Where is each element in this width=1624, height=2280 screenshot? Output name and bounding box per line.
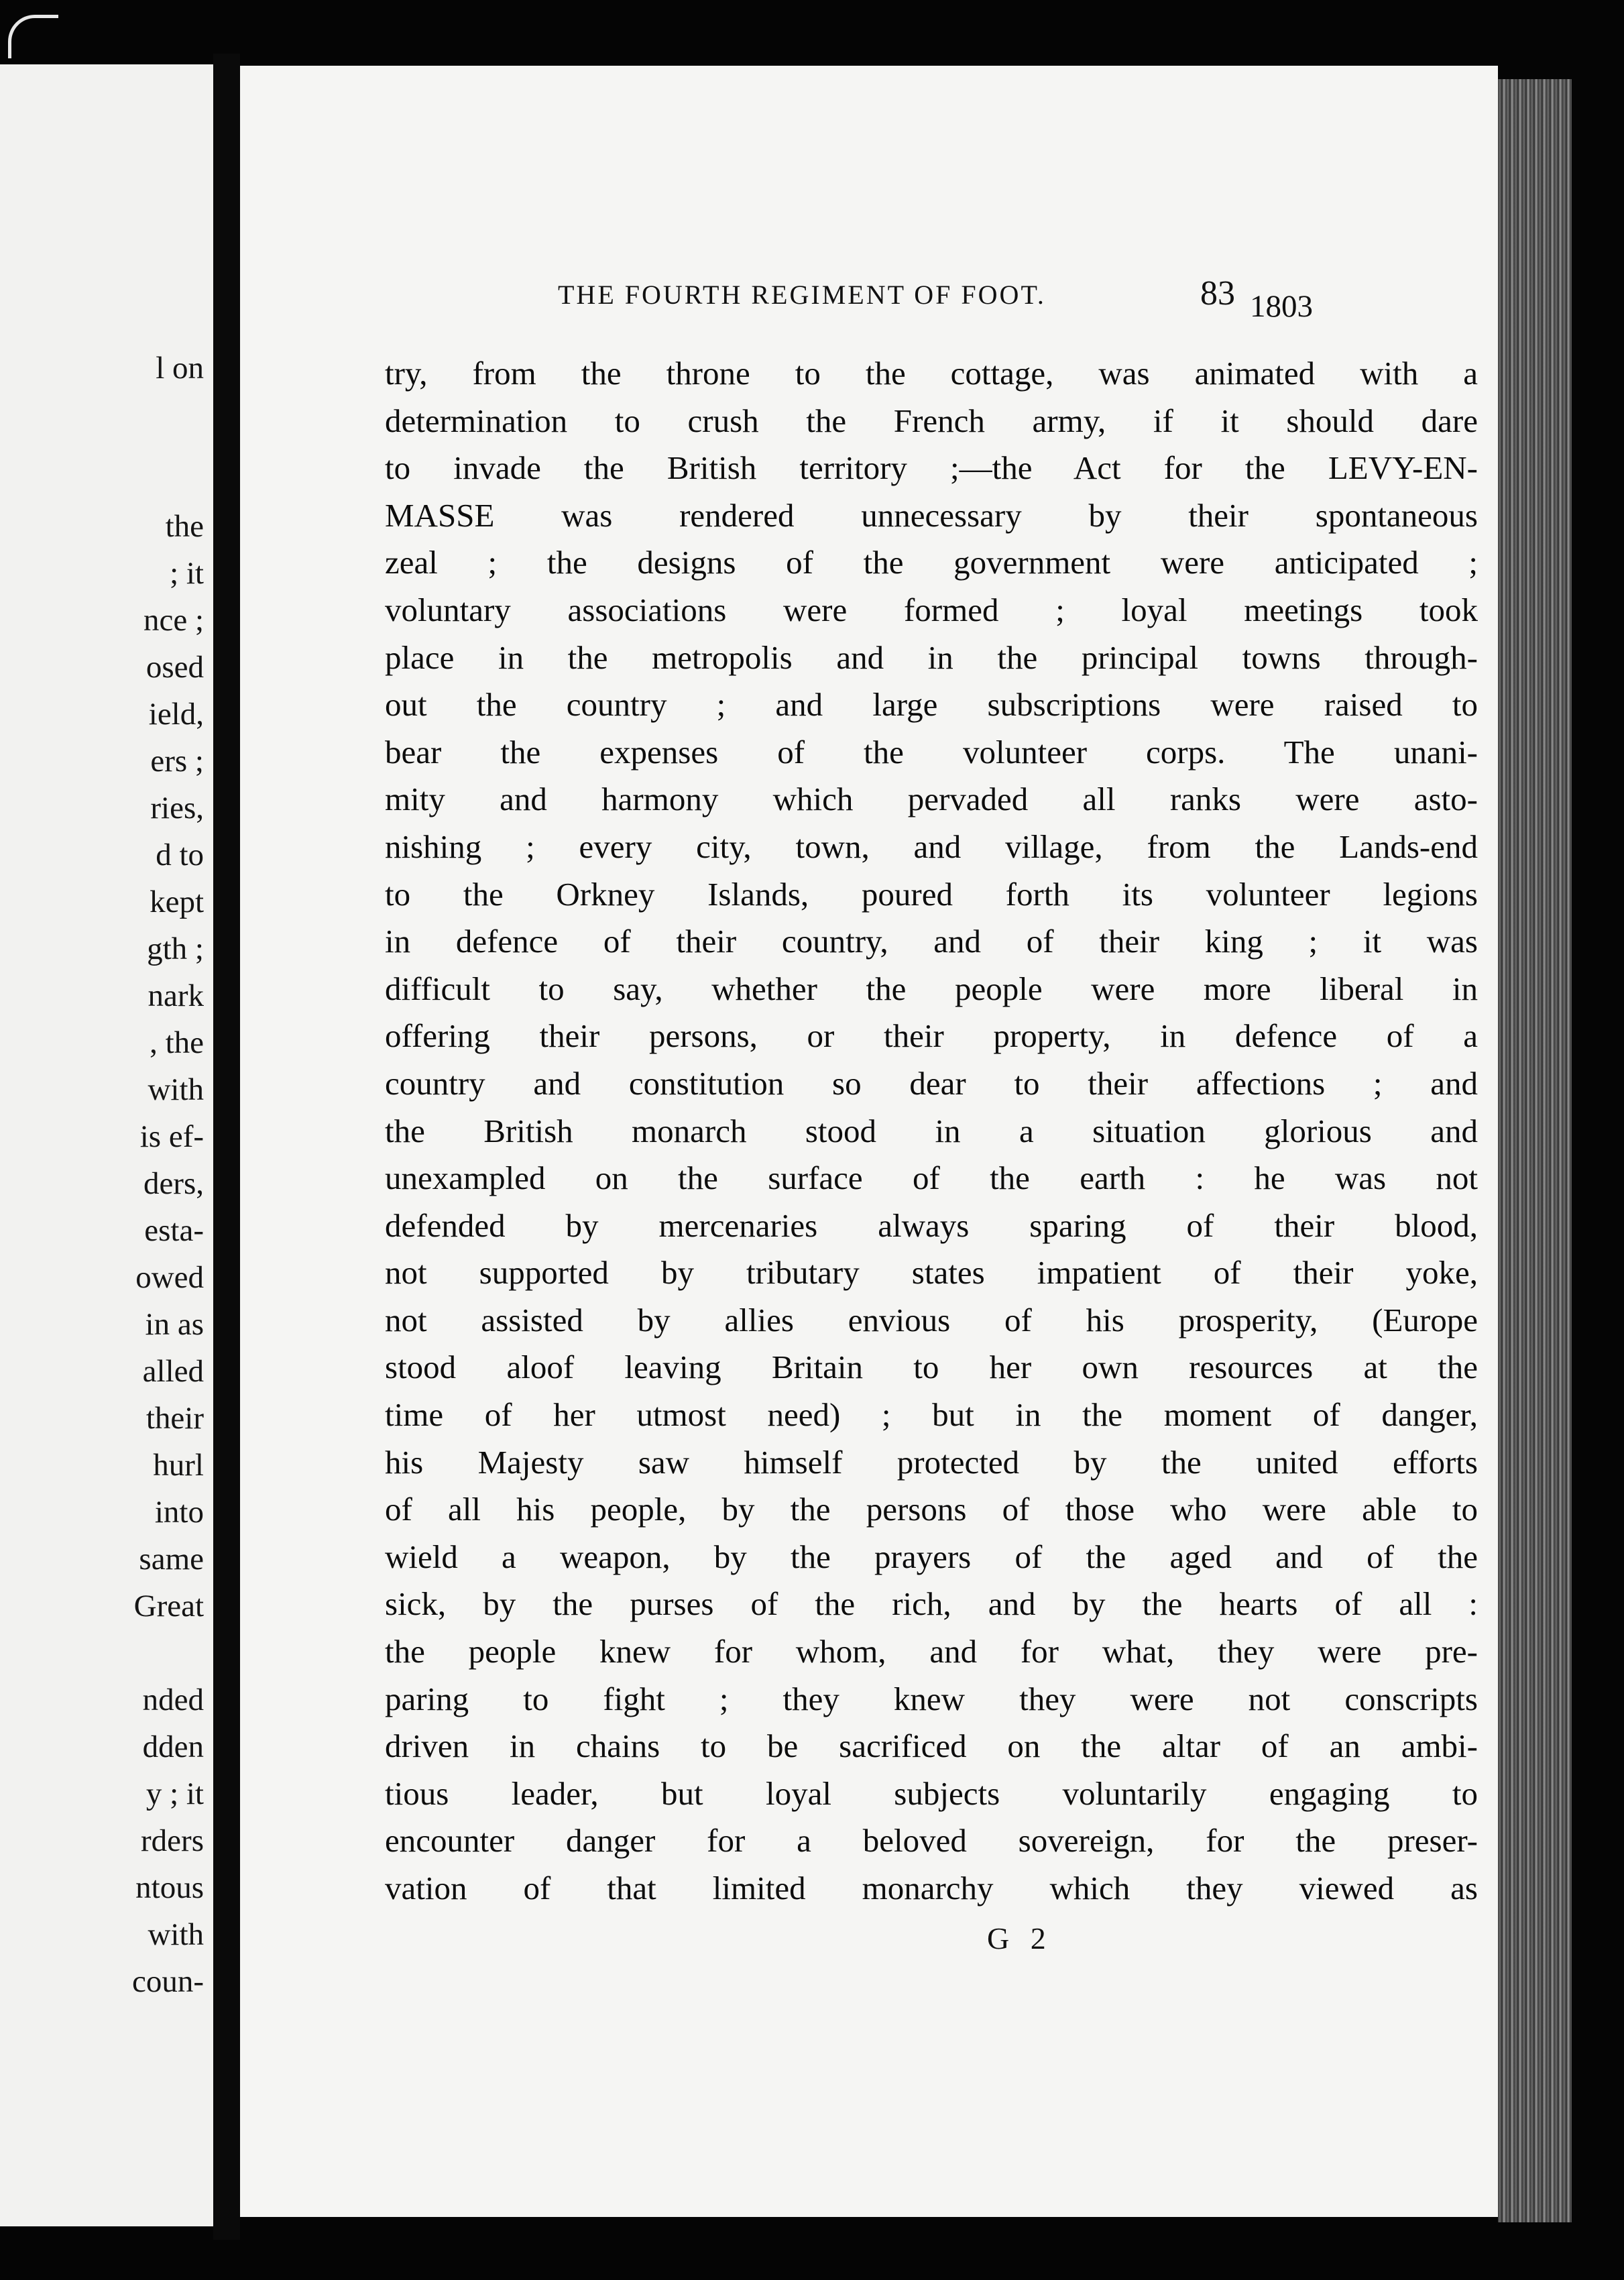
left-page-line: rders: [141, 1823, 204, 1858]
left-page-line: y ; it: [146, 1776, 204, 1811]
text-line: place in the metropolis and in the principal towns through-: [385, 638, 1478, 676]
text-line: zeal ; the designs of the government were anticipated ;: [385, 544, 1478, 581]
book-gutter: [213, 54, 240, 2240]
signature-mark: G 2: [987, 1921, 1053, 1955]
page-number: 83: [1200, 274, 1235, 312]
left-page-line: in as: [145, 1307, 204, 1342]
text-line: defended by mercenaries always sparing of their blood,: [385, 1206, 1478, 1244]
text-line: stood aloof leaving Britain to her own resources at the: [385, 1349, 1478, 1386]
text-line: paring to fight ; they knew they were not conscripts: [385, 1680, 1478, 1717]
left-page-line: into: [154, 1495, 204, 1530]
text-line: bear the expenses of the volunteer corps. The unani-: [385, 733, 1478, 771]
text-line: the people knew for whom, and for what, they were pre-: [385, 1633, 1478, 1670]
text-line: tious leader, but loyal subjects voluntarily engaging to: [385, 1774, 1478, 1812]
margin-year: 1803: [1250, 289, 1313, 324]
text-line: voluntary associations were formed ; loyal meetings took: [385, 591, 1478, 628]
right-page: [240, 66, 1498, 2217]
left-page-line: osed: [146, 650, 204, 685]
text-line: MASSE was rendered unnecessary by their spontaneous: [385, 496, 1478, 534]
left-page-line: ders,: [143, 1166, 204, 1201]
text-line: not assisted by allies envious of his prosperity, (Europe: [385, 1301, 1478, 1338]
left-page-line: their: [146, 1401, 204, 1436]
left-page-line: alled: [142, 1354, 204, 1389]
text-line: to the Orkney Islands, poured forth its volunteer legions: [385, 875, 1478, 913]
left-page-line: Great: [133, 1589, 204, 1623]
text-line: driven in chains to be sacrificed on the altar of an ambi-: [385, 1727, 1478, 1765]
text-line: encounter danger for a beloved sovereign, for the preser-: [385, 1822, 1478, 1860]
left-page-line: ntous: [135, 1870, 204, 1905]
left-page-line: is ef-: [139, 1119, 204, 1154]
text-line: in defence of their country, and of their king ; it was: [385, 923, 1478, 960]
left-page-line: nark: [148, 978, 204, 1013]
left-page-line: ers ;: [150, 744, 204, 779]
text-line: his Majesty saw himself protected by the united efforts: [385, 1443, 1478, 1481]
text-line: out the country ; and large subscriptions were raised to: [385, 686, 1478, 724]
left-page-line: d to: [156, 838, 204, 872]
left-page: [0, 64, 213, 2226]
left-page-line: with: [148, 1072, 204, 1107]
left-page-line: hurl: [153, 1448, 204, 1483]
left-page-line: same: [139, 1542, 204, 1577]
text-line: vation of that limited monarchy which they viewed as: [385, 1870, 1478, 1906]
left-page-line: l on: [156, 351, 204, 386]
left-page-line: dden: [142, 1729, 204, 1764]
text-line: the British monarch stood in a situation glorious and: [385, 1112, 1478, 1149]
left-page-line: with: [148, 1917, 204, 1952]
scan-corner-mark: [8, 15, 58, 58]
text-line: try, from the throne to the cottage, was animated with a: [385, 355, 1478, 392]
text-line: nishing ; every city, town, and village, from the Lands-end: [385, 828, 1478, 865]
text-line: wield a weapon, by the prayers of the aged and of the: [385, 1538, 1478, 1575]
text-line: mity and harmony which pervaded all ranks were asto-: [385, 781, 1478, 818]
running-head: THE FOURTH REGIMENT OF FOOT.: [558, 280, 1046, 310]
text-line: difficult to say, whether the people were more liberal in: [385, 970, 1478, 1007]
left-page-line: nce ;: [143, 603, 204, 638]
left-page-line: ield,: [148, 697, 204, 732]
page-edges: [1498, 79, 1572, 2222]
left-page-line: coun-: [131, 1964, 204, 1999]
left-page-line: ries,: [150, 791, 204, 825]
left-page-line: ; it: [170, 556, 204, 591]
text-line: not supported by tributary states impatient of their yoke,: [385, 1254, 1478, 1292]
left-page-line: owed: [135, 1260, 204, 1295]
text-line: determination to crush the French army, if it should dare: [385, 402, 1478, 439]
left-page-line: esta-: [144, 1213, 204, 1248]
text-line: to invade the British territory ;—the Act for the LEVY-EN-: [385, 449, 1478, 487]
text-line: time of her utmost need) ; but in the moment of danger,: [385, 1396, 1478, 1434]
left-page-line: kept: [150, 885, 204, 919]
text-line: offering their persons, or their property, in defence of a: [385, 1017, 1478, 1055]
text-line: country and constitution so dear to their affections ; and: [385, 1064, 1478, 1102]
text-line: unexampled on the surface of the earth : he was not: [385, 1159, 1478, 1197]
text-line: sick, by the purses of the rich, and by the hearts of all :: [385, 1585, 1478, 1623]
left-page-line: the: [165, 509, 204, 544]
left-page-line: nded: [142, 1683, 204, 1717]
body-text: [385, 350, 1478, 1913]
left-page-line: , the: [150, 1025, 204, 1060]
text-line: of all his people, by the persons of those who were able to: [385, 1491, 1478, 1528]
left-page-line: gth ;: [147, 931, 204, 966]
